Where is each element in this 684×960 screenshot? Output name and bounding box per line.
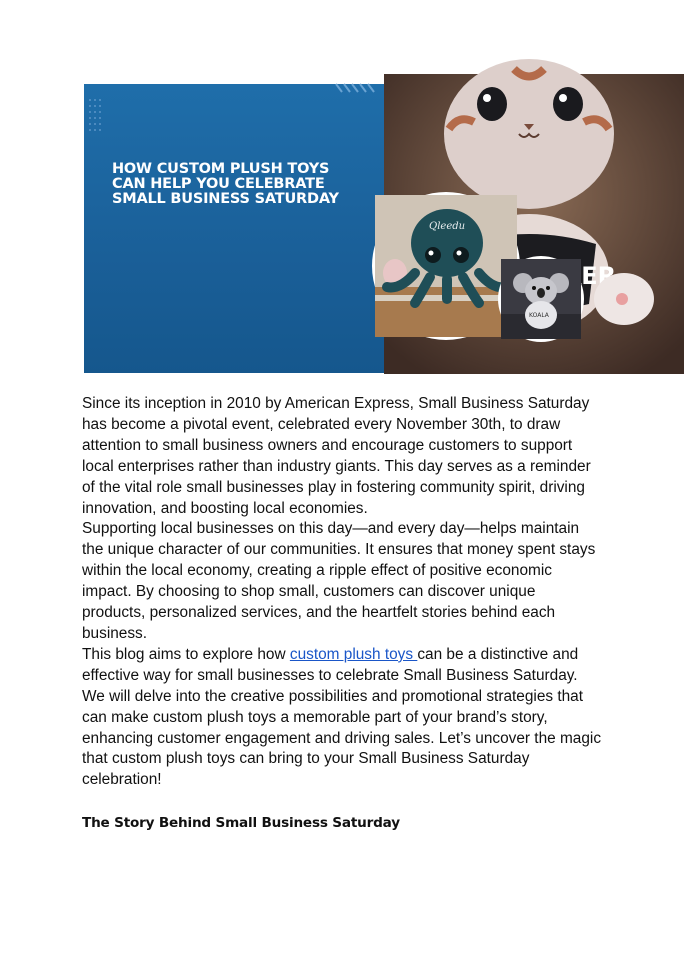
paragraph-blog-aims [82, 645, 602, 791]
paragraph-blog-aims-start: This blog aims to explore how [82, 645, 290, 663]
koala-text: KOALA [529, 312, 549, 319]
custom-plush-toys-link[interactable]: custom plush toys [289, 645, 418, 663]
banner-title [112, 162, 372, 207]
section-heading: The Story Behind Small Business Saturday [82, 815, 400, 831]
banner-title-line-1: HOW CUSTOM PLUSH TOYS [112, 161, 330, 177]
octopus-text: Qleedu [429, 221, 466, 232]
banner-title-line-2: CAN HELP YOU CELEBRATE [112, 176, 325, 192]
koala-plush-photo [498, 256, 584, 342]
octopus-plush-illustration [375, 195, 517, 337]
stripes-decoration-top [334, 84, 384, 94]
article-body [82, 394, 602, 791]
dots-decoration-left [88, 98, 102, 138]
hero-banner [84, 84, 598, 373]
banner-title-line-3: SMALL BUSINESS SATURDAY [112, 191, 339, 207]
koala-plush-illustration [501, 259, 581, 339]
paragraph-intro: Since its inception in 2010 by American Express, Small Business Saturday has become a pivotal event, celebrated every November 30th, to draw attention to small business owners and encourage customers to support local enterprises rather than industry giants. This day serves as a reminder of the vital role small businesses play in fostering community spirit, driving innovation, and boosting local economies. [82, 395, 591, 517]
octopus-plush-photo [372, 192, 520, 340]
paragraph-support-local: Supporting local businesses on this day—and every day—helps maintain the unique character of our communities. It ensures that money spent stays within the local economy, creating a ripple effect of positive economic impact. By choosing to shop small, customers can discover unique products, personalized services, and the heartfelt stories behind each business. [82, 520, 596, 642]
paragraph-blog-aims-end: can be a distinctive and effective way for small businesses to celebrate Small Business Saturday. We will delve into the creative possibilities and promotional strategies that can make custom plush toys a memorable part of your brand’s story, enhancing customer engagement and driving sales. Let’s uncover the magic that custom plush toys can bring to your Small Business Saturday celebration! [82, 645, 602, 789]
